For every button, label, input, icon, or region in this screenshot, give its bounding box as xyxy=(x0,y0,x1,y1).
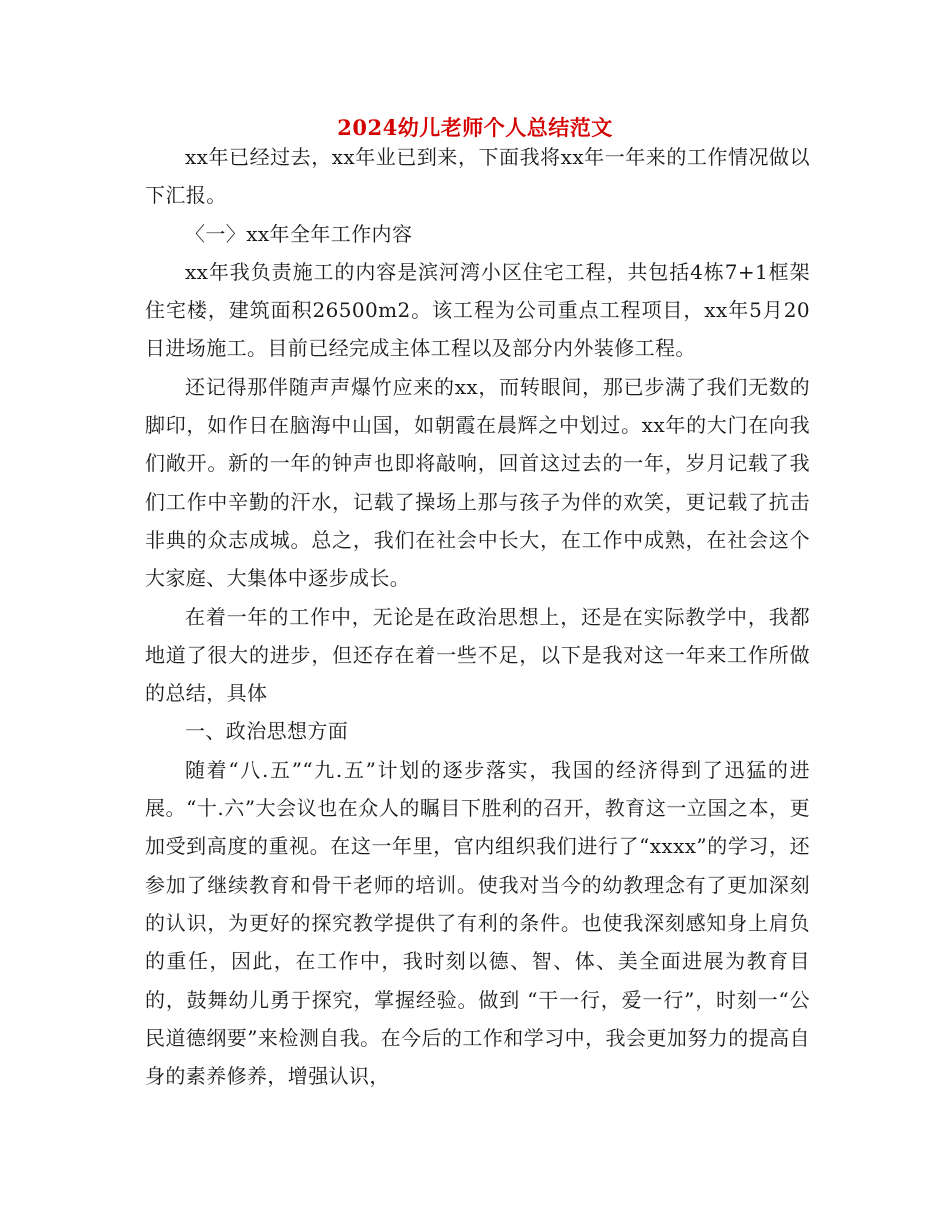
paragraph-project-content: xx年我负责施工的内容是滨河湾小区住宅工程，共包括4栋7+1框架住宅楼，建筑面积26500m2。该工程为公司重点工程项目，xx年5月20日进场施工。目前已经完成主体工程以及部分内外装修工程。 xyxy=(145,259,810,361)
document-body xyxy=(145,138,810,1095)
paragraph-political-thought: 随着“八.五”“九.五”计划的逐步落实，我国的经济得到了迅猛的进展。“十.六”大会议也在众人的瞩目下胜利的召开，教育这一立国之本，更加受到高度的重视。在这一年里，官内组织我们进行了“xxxx”的学习，还参加了继续教育和骨干老师的培训。使我对当今的幼教理念有了更加深刻的认识，为更好的探究教学提供了有利的条件。也使我深刻感知身上肩负的重任，因此，在工作中，我时刻以德、智、体、美全面进展为教育目的，鼓舞幼儿勇于探究，掌握经验。做到 “干一行，爱一行”，时刻一“公民道德纲要”来检测自我。在今后的工作和学习中，我会更加努力的提高自身的素养修养，增强认识， xyxy=(145,757,810,1089)
paragraph-section-heading-2: 一、政治思想方面 xyxy=(185,719,349,744)
paragraph-intro: xx年已经过去，xx年业已到来，下面我将xx年一年来的工作情况做以下汇报。 xyxy=(145,145,810,208)
paragraph-reflection: 还记得那伴随声声爆竹应来的xx，而转眼间，那已步满了我们无数的脚印，如作日在脑海中山国，如朝霞在晨辉之中划过。xx年的大门在向我们敞开。新的一年的钟声也即将敲响，回首这过去的一年，岁月记载了我们工作中辛勤的汗水，记载了操场上那与孩子为伴的欢笑，更记载了抗击非典的众志成城。总之，我们在社会中长大，在工作中成熟，在社会这个大家庭、大集体中逐步成长。 xyxy=(145,374,810,591)
paragraph-summary-intro: 在着一年的工作中，无论是在政治思想上，还是在实际教学中，我都地道了很大的进步，但还存在着一些不足，以下是我对这一年来工作所做的总结，具体 xyxy=(145,604,810,706)
document-title: 2024幼儿老师个人总结范文 xyxy=(337,115,613,140)
paragraph-section-heading-1: 〈一〉xx年全年工作内容 xyxy=(185,221,413,246)
